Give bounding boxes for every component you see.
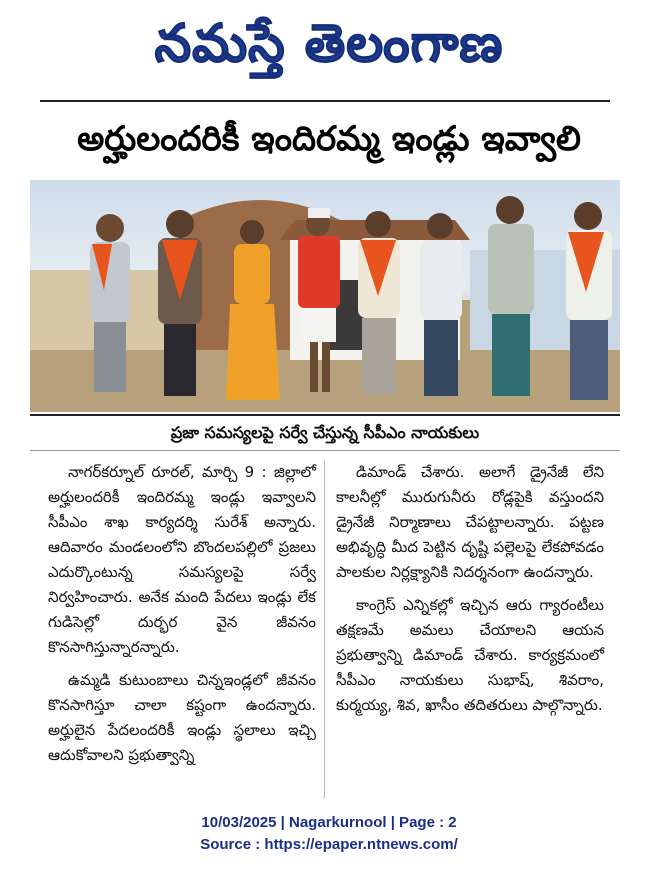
article-headline: అర్హులందరికీ ఇందిరమ్మ ఇండ్లు ఇవ్వాలి [77, 119, 581, 159]
article-photo [30, 180, 620, 412]
newspaper-masthead [0, 4, 658, 84]
headline-rule [40, 100, 610, 102]
article-column-right [336, 460, 604, 726]
photo-caption: ప్రజా సమస్యలపై సర్వే చేస్తున్న సీపీఎం నాయకులు [170, 423, 480, 442]
footer-source-link[interactable]: Source : https://epaper.ntnews.com/ [200, 836, 458, 853]
column-divider [324, 460, 325, 798]
article-paragraph: డిమాండ్ చేశారు. అలాగే డ్రైనేజీ లేని కాలనీల్లో మురుగునీరు రోడ్లపైకి వస్తుందని డ్రైనేజీ నిర్మాణాలు చేపట్టాలన్నారు. పట్టణ అభివృద్ధి మీద పెట్టిన దృష్టి పల్లెలపై లేకపోవడం పాలకుల నిర్లక్ష్యానికి నిదర్శనంగా ఉందన్నారు. [336, 463, 604, 581]
article-paragraph: ఉమ్మడి కుటుంబాలు చిన్నఇండ్లలో జీవనం కొనసాగిస్తూ చాలా కష్టంగా ఉందన్నారు. అర్హులైన పేదలందరికీ ఇండ్లు స్థలాలు ఇచ్చి ఆదుకోవాలని ప్రభుత్వాన్ని [48, 671, 316, 764]
article-paragraph: నాగర్‌కర్నూల్ రూరల్, మార్చి 9 : జిల్లాలో అర్హులందరికీ ఇందిరమ్మ ఇండ్లు ఇవ్వాలని సీపీఎం శాఖ కార్యదర్శి సురేశ్ అన్నారు. ఆదివారం మండలంలోని బొందలపల్లిలో ప్రజలు ఎదుర్కొంటున్న సమస్యలపై సర్వే నిర్వహించారు. అనేక మంది పేదలు ఇండ్లు లేక గుడిసెల్లో దుర్భర వైన జీవనం కొనసాగిస్తున్నారన్నారు. [48, 463, 316, 656]
caption-bottom-rule [30, 450, 620, 451]
page-footer [0, 812, 658, 856]
group-photo-illustration [30, 180, 620, 412]
masthead-logo-text: నమస్తే తెలంగాణ [154, 14, 504, 74]
footer-date-edition: 10/03/2025 | Nagarkurnool | Page : 2 [201, 814, 457, 831]
article-column-left [48, 460, 316, 776]
article-paragraph: కాంగ్రెస్ ఎన్నికల్లో ఇచ్చిన ఆరు గ్యారంటీలు తక్షణమే అమలు చేయాలని ఆయన ప్రభుత్వాన్ని డిమాండ్ చేశారు. కార్యక్రమంలో సీపీఎం నాయకులు సుభాష్, శివరాం, కుర్మయ్య, శివ, ఖాసీం తదితరులు పాల్గొన్నారు. [336, 596, 604, 714]
caption-top-rule [30, 414, 620, 416]
